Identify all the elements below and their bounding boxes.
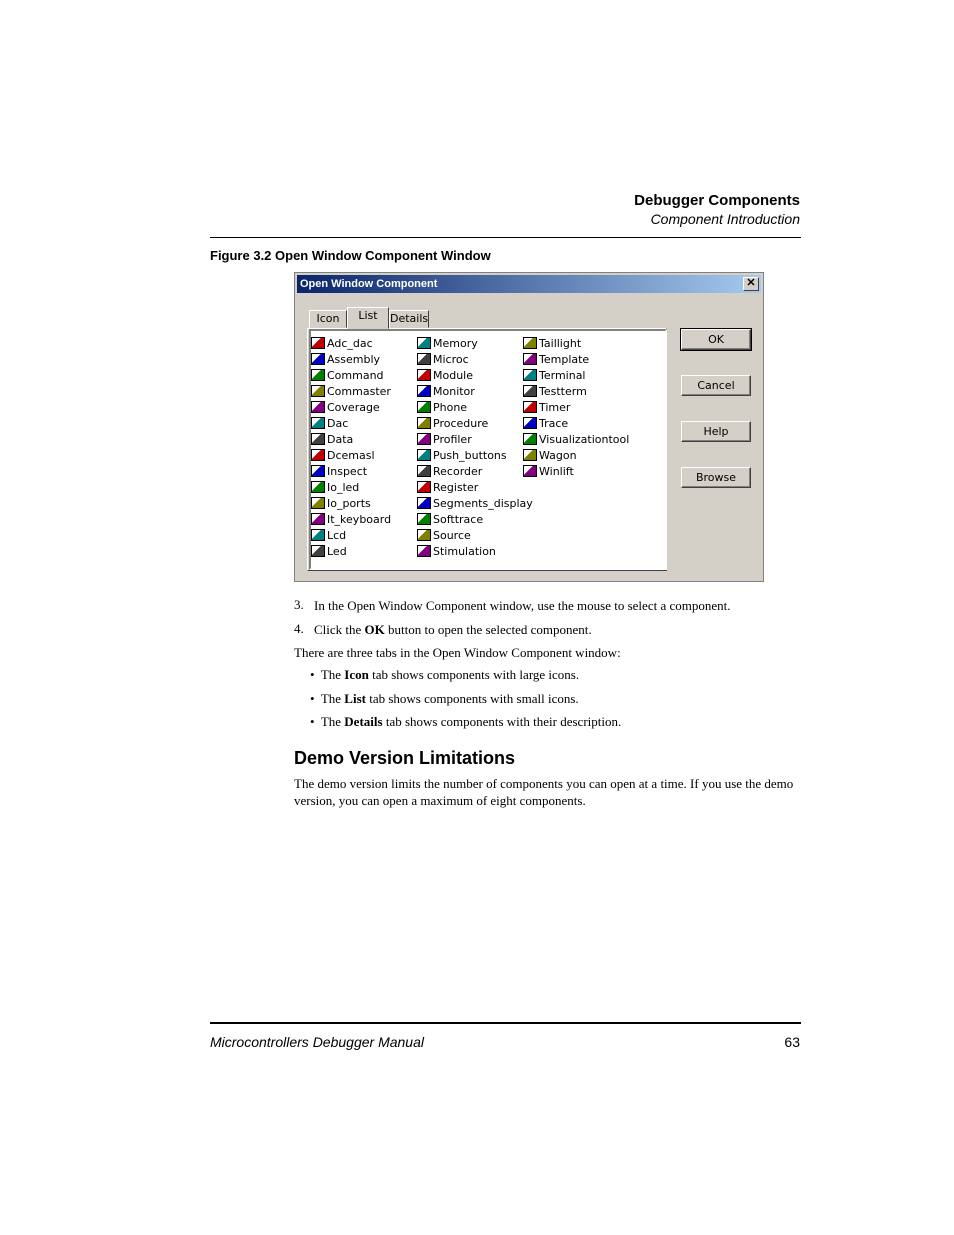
section-heading: Demo Version Limitations [294, 748, 516, 768]
step-4-text [314, 621, 592, 638]
list-item-label: Led [327, 544, 347, 558]
list-item[interactable] [311, 431, 391, 447]
bold-run: Icon [344, 667, 369, 682]
figure-caption: Figure 3.2 Open Window Component Window [210, 248, 491, 263]
component-icon [311, 545, 325, 557]
list-column-2 [417, 335, 533, 559]
list-item-label: Memory [433, 336, 478, 350]
list-item[interactable] [417, 367, 533, 383]
list-item[interactable] [417, 511, 533, 527]
list-item[interactable] [311, 335, 391, 351]
component-icon [311, 497, 325, 509]
list-item-label: Io_ports [327, 496, 371, 510]
list-item-label: Segments_display [433, 496, 533, 510]
component-icon [417, 369, 431, 381]
list-item[interactable] [311, 479, 391, 495]
component-icon [311, 481, 325, 493]
component-icon [523, 417, 537, 429]
list-item-label: Timer [539, 400, 571, 414]
list-item[interactable] [417, 383, 533, 399]
list-item[interactable] [523, 367, 629, 383]
list-item-label: Taillight [539, 336, 582, 350]
component-icon [417, 385, 431, 397]
list-item-label: Softtrace [433, 512, 484, 526]
list-item-label: Source [433, 528, 471, 542]
list-item[interactable] [523, 431, 629, 447]
list-item[interactable] [417, 447, 533, 463]
list-item-label: Module [433, 368, 473, 382]
list-item-label: Trace [539, 416, 569, 430]
list-column-3 [523, 335, 629, 479]
list-column-1 [311, 335, 391, 559]
component-icon [523, 337, 537, 349]
close-icon[interactable]: ✕ [743, 277, 759, 291]
list-item[interactable] [523, 415, 629, 431]
component-icon [311, 353, 325, 365]
intro-paragraph: There are three tabs in the Open Window Component window: [294, 645, 621, 660]
section-body: The demo version limits the number of components you can open at a time. If you use the demo version, you can open a maximum of eight components. [294, 776, 794, 808]
component-icon [523, 433, 537, 445]
list-item-label: Winlift [539, 464, 574, 478]
bullet-icon-tab: • The Icon tab shows components with large icons. [310, 667, 580, 682]
list-item[interactable] [523, 463, 629, 479]
tab-details[interactable]: Details [389, 310, 429, 328]
list-item[interactable] [311, 367, 391, 383]
component-icon [311, 449, 325, 461]
list-item-label: Commaster [327, 384, 391, 398]
list-item[interactable] [523, 383, 629, 399]
component-icon [311, 529, 325, 541]
component-icon [417, 529, 431, 541]
component-icon [417, 497, 431, 509]
list-item-label: Lcd [327, 528, 347, 542]
component-icon [523, 465, 537, 477]
list-item[interactable] [523, 447, 629, 463]
component-icon [417, 417, 431, 429]
footer-manual-title: Microcontrollers Debugger Manual [210, 1034, 424, 1050]
component-icon [311, 337, 325, 349]
list-item-label: Wagon [539, 448, 577, 462]
component-icon [311, 417, 325, 429]
text-run: button to open the selected component. [384, 622, 592, 637]
bold-run: Details [344, 714, 383, 729]
page-number: 63 [784, 1034, 800, 1050]
list-item-label: Template [539, 352, 590, 366]
list-item-label: Monitor [433, 384, 475, 398]
component-icon [311, 401, 325, 413]
help-button[interactable]: Help [681, 421, 751, 442]
component-icon [417, 545, 431, 557]
list-item[interactable] [311, 351, 391, 367]
text-run: The [320, 691, 345, 706]
list-item[interactable] [311, 527, 391, 543]
list-item[interactable] [417, 479, 533, 495]
list-item-label: Microc [433, 352, 469, 366]
component-list[interactable] [309, 329, 667, 570]
header-rule [210, 237, 801, 238]
component-icon [311, 433, 325, 445]
component-icon [417, 433, 431, 445]
text-run: tab shows components with their description. [382, 714, 622, 729]
list-item-label: Recorder [433, 464, 483, 478]
list-item-label: Register [433, 480, 479, 494]
bold-run: OK [364, 622, 385, 637]
list-item-label: Adc_dac [327, 336, 373, 350]
list-item-label: Stimulation [433, 544, 496, 558]
list-item[interactable] [523, 351, 629, 367]
list-item-label: Procedure [433, 416, 489, 430]
tab-icon[interactable]: Icon [309, 310, 347, 328]
list-item[interactable] [311, 447, 391, 463]
tab-list[interactable]: List [347, 307, 389, 329]
component-icon [417, 449, 431, 461]
list-item[interactable] [417, 399, 533, 415]
list-item-label: It_keyboard [327, 512, 392, 526]
list-item-label: Dcemasl [327, 448, 375, 462]
list-item-label: Terminal [539, 368, 586, 382]
list-item[interactable] [311, 463, 391, 479]
list-item[interactable] [417, 463, 533, 479]
list-item[interactable] [311, 383, 391, 399]
component-icon [523, 369, 537, 381]
step-3-number: 3. [294, 597, 304, 612]
component-icon [523, 353, 537, 365]
component-icon [311, 513, 325, 525]
list-item[interactable] [311, 415, 391, 431]
list-item-label: Push_buttons [433, 448, 507, 462]
component-icon [523, 385, 537, 397]
list-item[interactable] [417, 527, 533, 543]
running-header-title: Debugger Components [634, 192, 800, 209]
list-item[interactable] [311, 511, 391, 527]
list-item[interactable] [523, 335, 629, 351]
component-icon [523, 401, 537, 413]
component-icon [417, 481, 431, 493]
dialog-titlebar [297, 275, 761, 293]
component-icon [417, 465, 431, 477]
list-item-label: Dac [327, 416, 349, 430]
list-item[interactable] [523, 399, 629, 415]
browse-button[interactable]: Browse [681, 467, 751, 488]
list-item[interactable] [417, 335, 533, 351]
dialog-title: Open Window Component [300, 278, 438, 290]
component-icon [311, 385, 325, 397]
list-item-label: Phone [433, 400, 468, 414]
list-item-label: Data [327, 432, 354, 446]
text-run: The [320, 714, 345, 729]
list-item[interactable] [311, 495, 391, 511]
list-item[interactable] [417, 495, 533, 511]
list-item-label: Io_led [327, 480, 360, 494]
component-icon [523, 449, 537, 461]
bold-run: List [344, 691, 366, 706]
footer-rule [210, 1022, 801, 1024]
list-item-label: Visualizationtool [539, 432, 630, 446]
list-item-label: Coverage [327, 400, 380, 414]
component-icon [417, 353, 431, 365]
component-icon [417, 337, 431, 349]
component-icon [311, 369, 325, 381]
text-run: The [320, 667, 345, 682]
step-3-text: In the Open Window Component window, use the mouse to select a component. [314, 598, 731, 613]
list-item[interactable] [311, 543, 391, 559]
list-item[interactable] [417, 431, 533, 447]
list-item-label: Inspect [327, 464, 368, 478]
list-item[interactable] [417, 415, 533, 431]
cancel-button[interactable]: Cancel [681, 375, 751, 396]
list-item[interactable] [417, 351, 533, 367]
bullet-list-tab: • The List tab shows components with small icons. [310, 691, 579, 706]
component-icon [417, 513, 431, 525]
bullet-details-tab: • The Details tab shows components with their description. [310, 714, 622, 729]
open-window-component-dialog [294, 272, 764, 582]
list-item-label: Profiler [433, 432, 472, 446]
component-icon [417, 401, 431, 413]
component-icon [311, 465, 325, 477]
list-item-label: Assembly [327, 352, 381, 366]
text-run: Click the [314, 622, 365, 637]
text-run: tab shows components with small icons. [365, 691, 579, 706]
list-item[interactable] [311, 399, 391, 415]
running-header-subtitle: Component Introduction [650, 211, 800, 227]
step-4-number: 4. [294, 621, 304, 636]
list-item[interactable] [417, 543, 533, 559]
list-item-label: Testterm [539, 384, 587, 398]
list-item-label: Command [327, 368, 384, 382]
ok-button[interactable]: OK [681, 329, 751, 350]
text-run: tab shows components with large icons. [368, 667, 580, 682]
